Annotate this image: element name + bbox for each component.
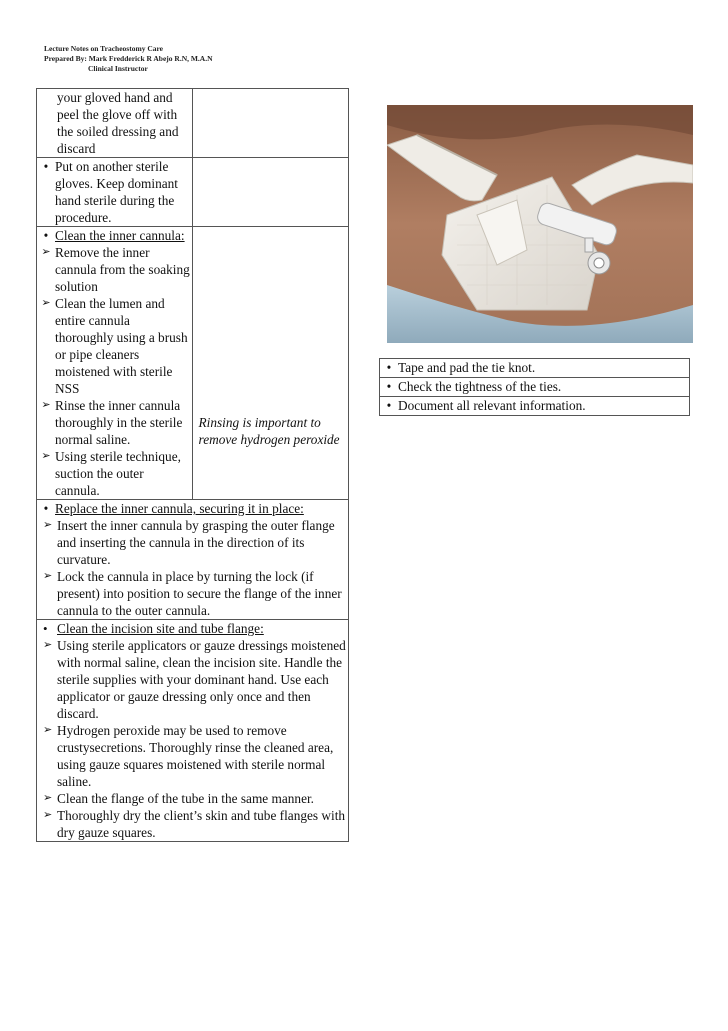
list-item bbox=[37, 722, 348, 790]
tracheostomy-illustration bbox=[387, 105, 693, 343]
header-author: Prepared By: Mark Fredderick R Abejo R.N, M.A.N bbox=[44, 54, 213, 63]
list-item bbox=[37, 568, 348, 619]
list-item bbox=[37, 500, 348, 517]
bullet-icon: • bbox=[386, 398, 392, 413]
table-row bbox=[37, 227, 349, 500]
table-row bbox=[380, 397, 690, 416]
list-item bbox=[37, 295, 192, 397]
document-header bbox=[44, 44, 213, 74]
step-text: Insert the inner cannula by grasping the outer flange and inserting the cannula in the direction of its curvature. bbox=[57, 518, 335, 567]
table-row bbox=[380, 378, 690, 397]
step-text: Lock the cannula in place by turning the lock (if present) into position to secure the flange of the inner cannula to the outer cannula. bbox=[57, 569, 342, 618]
step-text: your gloved hand and peel the glove off with the soiled dressing and discard bbox=[57, 90, 179, 156]
header-title: Lecture Notes on Tracheostomy Care bbox=[44, 44, 164, 53]
list-item bbox=[37, 517, 348, 568]
bullet-icon: • bbox=[43, 159, 49, 174]
arrow-bullet-icon: ➢ bbox=[41, 399, 51, 411]
procedure-table bbox=[36, 88, 349, 842]
step-text: Document all relevant information. bbox=[398, 398, 586, 413]
list-item bbox=[380, 359, 689, 376]
arrow-bullet-icon: ➢ bbox=[43, 519, 53, 531]
step-text: Check the tightness of the ties. bbox=[398, 379, 562, 394]
step-text: Tape and pad the tie knot. bbox=[398, 360, 536, 375]
step-text: Hydrogen peroxide may be used to remove crustysecretions. Thoroughly rinse the cleaned area, using gauze squares moistened with sterile normal saline. bbox=[57, 723, 334, 789]
arrow-bullet-icon: ➢ bbox=[41, 246, 51, 258]
list-item bbox=[380, 397, 689, 414]
bullet-icon: • bbox=[386, 360, 392, 375]
arrow-bullet-icon: ➢ bbox=[43, 792, 53, 804]
step-text: Remove the inner cannula from the soaking solution bbox=[55, 245, 190, 294]
step-text: Rinse the inner cannula thoroughly in the sterile normal saline. bbox=[55, 398, 183, 447]
bullet-icon: • bbox=[386, 379, 392, 394]
table-row bbox=[37, 158, 349, 227]
table-row bbox=[380, 359, 690, 378]
step-text: Clean the lumen and entire cannula thoroughly using a brush or pipe cleaners moistened with sterile NSS bbox=[55, 296, 188, 396]
follow-up-list bbox=[379, 358, 690, 416]
step-text: Thoroughly dry the client’s skin and tube flanges with dry gauze squares. bbox=[57, 808, 346, 840]
list-item bbox=[37, 244, 192, 295]
list-item bbox=[37, 637, 348, 722]
table-row bbox=[37, 620, 349, 842]
arrow-bullet-icon: ➢ bbox=[43, 639, 53, 651]
list-item bbox=[37, 790, 348, 807]
section-heading: Clean the inner cannula: bbox=[55, 228, 185, 243]
list-item bbox=[380, 378, 689, 395]
table-row bbox=[37, 89, 349, 158]
section-heading: Replace the inner cannula, securing it in place: bbox=[55, 501, 304, 516]
step-text: Put on another sterile gloves. Keep dominant hand sterile during the procedure. bbox=[55, 159, 178, 225]
arrow-bullet-icon: ➢ bbox=[41, 297, 51, 309]
list-item bbox=[37, 397, 192, 448]
arrow-bullet-icon: ➢ bbox=[41, 450, 51, 462]
header-role: Clinical Instructor bbox=[88, 64, 148, 73]
arrow-bullet-icon: ➢ bbox=[43, 724, 53, 736]
bullet-icon: • bbox=[43, 621, 48, 636]
tracheostomy-photo bbox=[387, 105, 693, 343]
bullet-icon: • bbox=[43, 501, 49, 516]
list-item bbox=[37, 448, 192, 499]
section-heading: Clean the incision site and tube flange: bbox=[57, 621, 264, 636]
step-text: Using sterile technique, suction the outer cannula. bbox=[55, 449, 181, 498]
rationale-text: Rinsing is important to remove hydrogen peroxide bbox=[198, 415, 340, 447]
list-item bbox=[37, 158, 192, 226]
arrow-bullet-icon: ➢ bbox=[43, 570, 53, 582]
step-text: Using sterile applicators or gauze dressings moistened with normal saline, clean the incision site. Handle the sterile supplies with your dominant hand. Use each applicator or gauze dressing only once and then discard. bbox=[57, 638, 346, 721]
arrow-bullet-icon: ➢ bbox=[43, 809, 53, 821]
list-item bbox=[37, 620, 348, 637]
bullet-icon: • bbox=[43, 228, 49, 243]
list-item bbox=[37, 227, 192, 244]
table-row bbox=[37, 500, 349, 620]
step-text: Clean the flange of the tube in the same manner. bbox=[57, 791, 314, 806]
list-item bbox=[37, 807, 348, 841]
